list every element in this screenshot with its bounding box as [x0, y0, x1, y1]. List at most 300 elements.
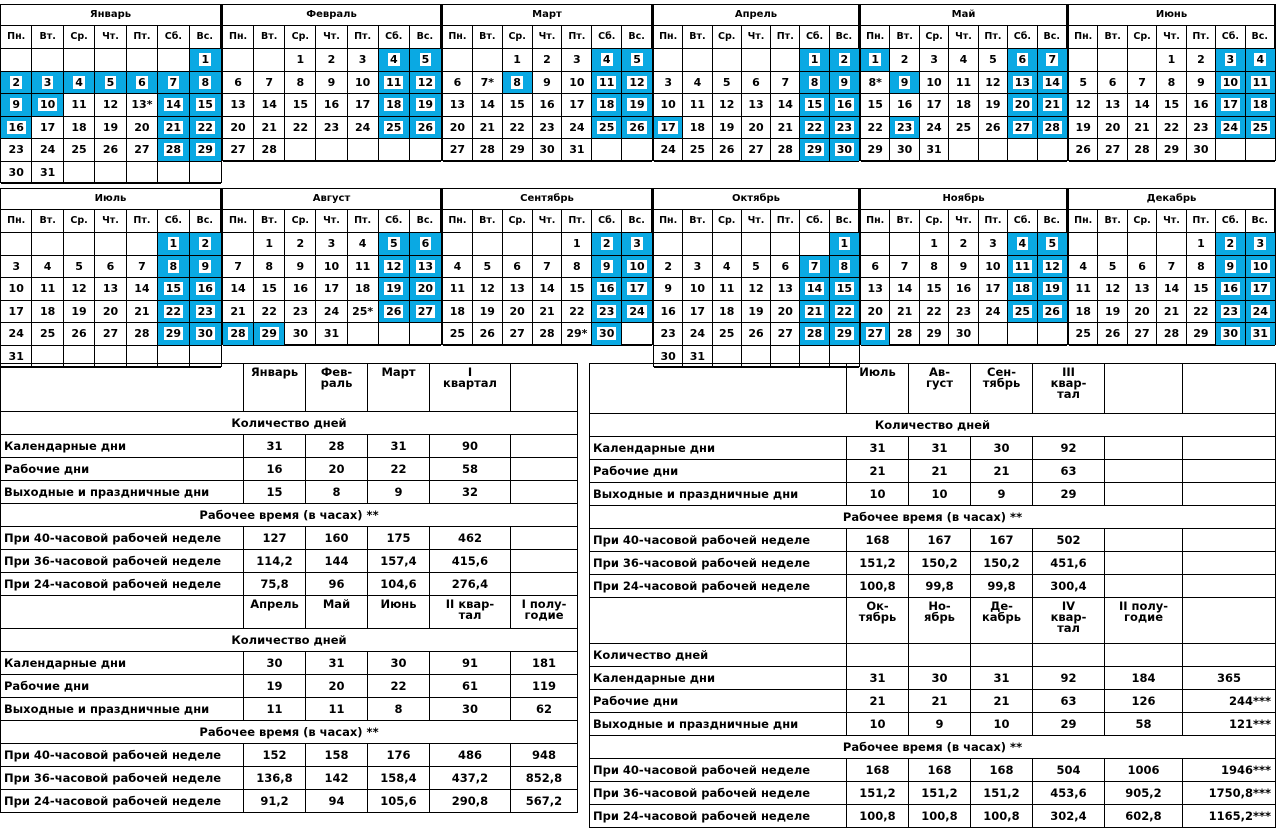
day-cell: 17	[562, 94, 592, 117]
day-cell: 17	[1246, 278, 1275, 301]
value-cell: 300,4	[1033, 575, 1105, 598]
day-cell: 13	[410, 256, 441, 279]
empty-cell	[379, 323, 410, 346]
day-cell: 18	[683, 117, 712, 140]
day-cell: 16	[533, 94, 563, 117]
value-cell: 119	[511, 675, 578, 698]
day-cell: 20	[861, 301, 890, 324]
column-header	[1183, 598, 1276, 644]
empty-cell	[95, 49, 126, 72]
day-cell: 13	[1008, 72, 1037, 95]
day-cell: 24	[348, 117, 379, 140]
day-cell: 14	[254, 94, 285, 117]
weekday-header: Ср.	[920, 26, 949, 49]
day-cell: 23	[1216, 301, 1245, 324]
section-title: Рабочее время (в часах) **	[590, 736, 1276, 759]
day-cell: 21	[800, 301, 829, 324]
weekday-header: Пт.	[771, 26, 800, 49]
day-cell: 10	[32, 94, 63, 117]
weekday-header: Чт.	[742, 26, 771, 49]
day-cell: 14	[158, 94, 189, 117]
day-cell: 4	[592, 49, 622, 72]
month-8	[222, 188, 442, 345]
column-header: I квартал	[430, 364, 511, 412]
day-cell: 12	[713, 94, 742, 117]
day-cell: 25	[1008, 301, 1037, 324]
value-cell: 31	[368, 435, 430, 458]
empty-cell	[1038, 323, 1067, 346]
day-cell: 8	[285, 72, 316, 95]
day-cell: 9	[316, 72, 347, 95]
day-cell: 12	[379, 256, 410, 279]
day-cell: 19	[1098, 301, 1127, 324]
empty-cell	[1038, 139, 1067, 162]
day-cell: 8	[1187, 256, 1216, 279]
empty-cell	[32, 233, 63, 256]
day-cell: 17	[1216, 94, 1245, 117]
section-row	[590, 414, 1276, 437]
weekday-header: Вс.	[622, 210, 652, 233]
empty-cell	[410, 139, 441, 162]
day-cell: 21	[158, 117, 189, 140]
weekday-header: Пн.	[1069, 210, 1098, 233]
empty-cell	[979, 323, 1008, 346]
value-cell: 10	[971, 713, 1033, 736]
day-cell: 17	[920, 94, 949, 117]
day-cell: 7	[1038, 49, 1067, 72]
day-cell: 1	[190, 49, 221, 72]
day-cell: 14	[127, 278, 158, 301]
weekday-header: Вс.	[1038, 26, 1067, 49]
day-cell: 23	[1187, 117, 1216, 140]
empty-cell	[158, 162, 189, 185]
day-cell: 29	[830, 323, 859, 346]
header-empty	[1, 596, 244, 629]
day-cell: 24	[654, 139, 683, 162]
day-cell: 23	[1, 139, 32, 162]
value-cell: 168	[847, 529, 909, 552]
day-cell: 24	[562, 117, 592, 140]
day-cell: 12	[410, 72, 441, 95]
day-cell: 26	[713, 139, 742, 162]
section-title: Количество дней	[590, 414, 1276, 437]
day-cell: 15	[830, 278, 859, 301]
day-cell: 28	[800, 323, 829, 346]
day-cell: 24	[979, 301, 1008, 324]
weekday-header: Вт.	[254, 210, 285, 233]
data-row	[590, 782, 1276, 805]
day-cell: 21	[533, 301, 563, 324]
row-label: Календарные дни	[1, 652, 244, 675]
day-cell: 30	[1187, 139, 1216, 162]
value-cell: 184	[1105, 667, 1183, 690]
value-cell: 21	[909, 460, 971, 483]
empty-cell	[654, 233, 683, 256]
empty-cell	[190, 162, 221, 185]
column-header: II полу- годие	[1105, 598, 1183, 644]
day-cell: 1	[562, 233, 592, 256]
day-cell: 6	[503, 256, 533, 279]
day-cell: 17	[348, 94, 379, 117]
day-cell: 6	[95, 256, 126, 279]
value-cell: 63	[1033, 460, 1105, 483]
data-row	[590, 759, 1276, 782]
empty-cell	[316, 139, 347, 162]
row-label: При 40-часовой рабочей неделе	[1, 527, 244, 550]
data-row	[1, 527, 578, 550]
empty-cell	[254, 49, 285, 72]
day-cell: 2	[592, 233, 622, 256]
weekday-header: Чт.	[742, 210, 771, 233]
day-cell: 1	[830, 233, 859, 256]
value-cell: 30	[430, 698, 511, 721]
column-header: IV квар- тал	[1033, 598, 1105, 644]
day-cell: 27	[1098, 139, 1127, 162]
day-cell: 6	[1008, 49, 1037, 72]
day-cell: 24	[1216, 117, 1245, 140]
weekday-header: Сб.	[1216, 210, 1245, 233]
day-cell: 20	[1008, 94, 1037, 117]
day-cell: 7	[890, 256, 919, 279]
weekday-header: Вс.	[622, 26, 652, 49]
day-cell: 28	[533, 323, 563, 346]
day-cell: 7	[158, 72, 189, 95]
day-cell: 5	[1098, 256, 1127, 279]
day-cell: 1	[861, 49, 890, 72]
empty-cell	[622, 323, 652, 346]
section-row	[1, 504, 578, 527]
day-cell: 18	[949, 94, 978, 117]
day-cell: 14	[800, 278, 829, 301]
day-cell: 27	[127, 139, 158, 162]
value-cell: 11	[244, 698, 306, 721]
day-cell: 2	[533, 49, 563, 72]
month-title: Октябрь	[654, 189, 859, 210]
day-cell: 5	[1069, 72, 1098, 95]
value-cell	[1105, 437, 1183, 460]
empty-cell	[1098, 233, 1127, 256]
day-cell: 2	[316, 49, 347, 72]
value-cell: 948	[511, 744, 578, 767]
row-label: При 36-часовой рабочей неделе	[1, 767, 244, 790]
weekday-header: Ср.	[713, 210, 742, 233]
day-cell: 22	[920, 301, 949, 324]
day-cell: 13	[503, 278, 533, 301]
value-cell	[511, 527, 578, 550]
column-header: III квар- тал	[1033, 364, 1105, 414]
weekday-header: Вс.	[1038, 210, 1067, 233]
day-cell: 23	[190, 301, 221, 324]
data-row	[590, 437, 1276, 460]
day-cell: 15	[861, 94, 890, 117]
value-cell: 437,2	[430, 767, 511, 790]
value-cell: 168	[909, 759, 971, 782]
day-cell: 30	[533, 139, 563, 162]
weekday-header: Чт.	[95, 26, 126, 49]
value-cell	[1183, 575, 1276, 598]
day-cell: 28	[1038, 117, 1067, 140]
day-cell: 25	[713, 323, 742, 346]
column-header: Ав- густ	[909, 364, 971, 414]
day-cell: 3	[32, 72, 63, 95]
month-title: Март	[443, 5, 652, 26]
day-cell: 8	[830, 256, 859, 279]
day-cell: 15	[158, 278, 189, 301]
weekday-header: Пт.	[1187, 210, 1216, 233]
day-cell: 7	[223, 256, 254, 279]
day-cell: 15	[562, 278, 592, 301]
weekday-header: Пт.	[562, 210, 592, 233]
day-cell: 16	[949, 278, 978, 301]
weekday-header: Сб.	[158, 210, 189, 233]
weekday-header: Пн.	[443, 26, 473, 49]
weekday-header: Вс.	[830, 210, 859, 233]
value-cell: 58	[1105, 713, 1183, 736]
value-cell: 160	[306, 527, 368, 550]
day-cell: 5	[95, 72, 126, 95]
empty-cell	[32, 49, 63, 72]
day-cell: 9	[190, 256, 221, 279]
month-title: Июнь	[1069, 5, 1275, 26]
day-cell: 13	[1128, 278, 1157, 301]
day-cell: 3	[562, 49, 592, 72]
day-cell: 31	[1246, 323, 1275, 346]
value-cell: 8	[368, 698, 430, 721]
day-cell: 18	[64, 117, 95, 140]
data-row	[1, 675, 578, 698]
data-row	[590, 805, 1276, 828]
day-cell: 15	[920, 278, 949, 301]
header-row	[1, 596, 578, 629]
weekday-header: Вт.	[1098, 26, 1127, 49]
cell	[1033, 644, 1105, 667]
value-cell: 105,6	[368, 790, 430, 813]
day-cell: 19	[713, 117, 742, 140]
day-cell: 29	[190, 139, 221, 162]
day-cell: 1	[800, 49, 829, 72]
day-cell: 17	[622, 278, 652, 301]
day-cell: 29*	[562, 323, 592, 346]
day-cell: 29	[800, 139, 829, 162]
day-cell: 27	[771, 323, 800, 346]
empty-cell	[64, 233, 95, 256]
day-cell: 22	[254, 301, 285, 324]
row-label: При 24-часовой рабочей неделе	[1, 573, 244, 596]
day-cell: 10	[562, 72, 592, 95]
day-cell: 26	[95, 139, 126, 162]
day-cell: 20	[1098, 117, 1127, 140]
value-cell: 415,6	[430, 550, 511, 573]
day-cell: 27	[1008, 117, 1037, 140]
weekday-header: Сб.	[1008, 210, 1037, 233]
day-cell: 11	[683, 94, 712, 117]
data-row	[590, 690, 1276, 713]
day-cell: 18	[1008, 278, 1037, 301]
day-cell: 23	[592, 301, 622, 324]
day-cell: 3	[622, 233, 652, 256]
month-6	[1068, 4, 1276, 161]
day-cell: 18	[443, 301, 473, 324]
value-cell: 29	[1033, 483, 1105, 506]
day-cell: 21	[1128, 117, 1157, 140]
value-cell: 22	[368, 458, 430, 481]
day-cell: 24	[1, 323, 32, 346]
month-title: Август	[223, 189, 441, 210]
value-cell: 10	[847, 713, 909, 736]
day-cell: 16	[1, 117, 32, 140]
day-cell: 14	[473, 94, 503, 117]
empty-cell	[127, 162, 158, 185]
weekday-header: Сб.	[592, 26, 622, 49]
value-cell: 29	[1033, 713, 1105, 736]
day-cell: 25	[592, 117, 622, 140]
day-cell: 4	[348, 233, 379, 256]
day-cell: 18	[592, 94, 622, 117]
day-cell: 26	[622, 117, 652, 140]
day-cell: 30	[285, 323, 316, 346]
section-title: Рабочее время (в часах) **	[1, 504, 578, 527]
weekday-header: Чт.	[949, 210, 978, 233]
section-row	[590, 644, 1276, 667]
day-cell: 25	[443, 323, 473, 346]
weekday-header: Вс.	[190, 26, 221, 49]
section-title: Количество дней	[1, 412, 578, 435]
day-cell: 21	[771, 117, 800, 140]
day-cell: 10	[979, 256, 1008, 279]
column-header: I полу- годие	[511, 596, 578, 629]
empty-cell	[1246, 139, 1275, 162]
day-cell: 15	[190, 94, 221, 117]
day-cell: 10	[1246, 256, 1275, 279]
day-cell: 9	[949, 256, 978, 279]
section-row	[590, 506, 1276, 529]
weekday-header: Пт.	[979, 26, 1008, 49]
day-cell: 8	[1157, 72, 1186, 95]
day-cell: 10	[654, 94, 683, 117]
empty-cell	[533, 233, 563, 256]
weekday-header: Пт.	[1187, 26, 1216, 49]
header-row	[590, 598, 1276, 644]
day-cell: 12	[622, 72, 652, 95]
value-cell: 150,2	[909, 552, 971, 575]
day-cell: 15	[1157, 94, 1186, 117]
empty-cell	[1157, 233, 1186, 256]
empty-cell	[503, 233, 533, 256]
value-cell: 127	[244, 527, 306, 550]
day-cell: 31	[920, 139, 949, 162]
month-title: Сентябрь	[443, 189, 652, 210]
value-cell: 100,8	[847, 575, 909, 598]
day-cell: 3	[1246, 233, 1275, 256]
section-title: Рабочее время (в часах) **	[590, 506, 1276, 529]
day-cell: 3	[654, 72, 683, 95]
data-row	[1, 790, 578, 813]
day-cell: 30	[1, 162, 32, 185]
day-cell: 14	[533, 278, 563, 301]
row-label: Выходные и праздничные дни	[1, 481, 244, 504]
day-cell: 1	[1187, 233, 1216, 256]
day-cell: 1	[285, 49, 316, 72]
weekday-header: Сб.	[379, 26, 410, 49]
empty-cell	[473, 233, 503, 256]
value-cell: 58	[430, 458, 511, 481]
row-label: При 36-часовой рабочей неделе	[590, 782, 847, 805]
value-cell: 21	[847, 690, 909, 713]
column-header: Апрель	[244, 596, 306, 629]
column-header: Де- кабрь	[971, 598, 1033, 644]
day-cell: 6	[410, 233, 441, 256]
weekday-header: Ср.	[713, 26, 742, 49]
value-cell: 30	[909, 667, 971, 690]
month-title: Декабрь	[1069, 189, 1275, 210]
value-cell: 20	[306, 675, 368, 698]
day-cell: 17	[979, 278, 1008, 301]
day-cell: 20	[503, 301, 533, 324]
day-cell: 19	[379, 278, 410, 301]
empty-cell	[223, 49, 254, 72]
day-cell: 2	[1216, 233, 1245, 256]
month-11	[860, 188, 1068, 345]
day-cell: 7	[800, 256, 829, 279]
weekday-header: Вт.	[683, 210, 712, 233]
empty-cell	[1008, 139, 1037, 162]
weekday-header: Сб.	[158, 26, 189, 49]
day-cell: 9	[592, 256, 622, 279]
day-cell: 16	[890, 94, 919, 117]
day-cell: 9	[1216, 256, 1245, 279]
value-cell	[1105, 460, 1183, 483]
month-9	[442, 188, 653, 345]
value-cell: 158	[306, 744, 368, 767]
value-cell: 15	[244, 481, 306, 504]
day-cell: 14	[1038, 72, 1067, 95]
day-cell: 4	[1069, 256, 1098, 279]
value-cell	[1105, 552, 1183, 575]
value-cell: 1750,8***	[1183, 782, 1276, 805]
month-title: Май	[861, 5, 1067, 26]
day-cell: 10	[348, 72, 379, 95]
day-cell: 12	[979, 72, 1008, 95]
day-cell: 21	[473, 117, 503, 140]
value-cell: 91,2	[244, 790, 306, 813]
value-cell: 11	[306, 698, 368, 721]
row-label: Выходные и праздничные дни	[590, 713, 847, 736]
weekday-header: Ср.	[503, 210, 533, 233]
day-cell: 28	[1128, 139, 1157, 162]
day-cell: 17	[32, 117, 63, 140]
day-cell: 9	[654, 278, 683, 301]
day-cell: 23	[949, 301, 978, 324]
cell	[909, 644, 971, 667]
day-cell: 15	[254, 278, 285, 301]
value-cell	[511, 435, 578, 458]
day-cell: 17	[654, 117, 683, 140]
day-cell: 3	[1216, 49, 1245, 72]
weekday-header: Вт.	[1098, 210, 1127, 233]
value-cell: 31	[306, 652, 368, 675]
value-cell: 175	[368, 527, 430, 550]
day-cell: 4	[64, 72, 95, 95]
day-cell: 25	[32, 323, 63, 346]
row-label: При 24-часовой рабочей неделе	[590, 805, 847, 828]
value-cell: 151,2	[847, 782, 909, 805]
empty-cell	[771, 49, 800, 72]
day-cell: 8*	[861, 72, 890, 95]
day-cell: 18	[1246, 94, 1275, 117]
value-cell	[511, 573, 578, 596]
cell	[1105, 644, 1183, 667]
day-cell: 12	[1069, 94, 1098, 117]
